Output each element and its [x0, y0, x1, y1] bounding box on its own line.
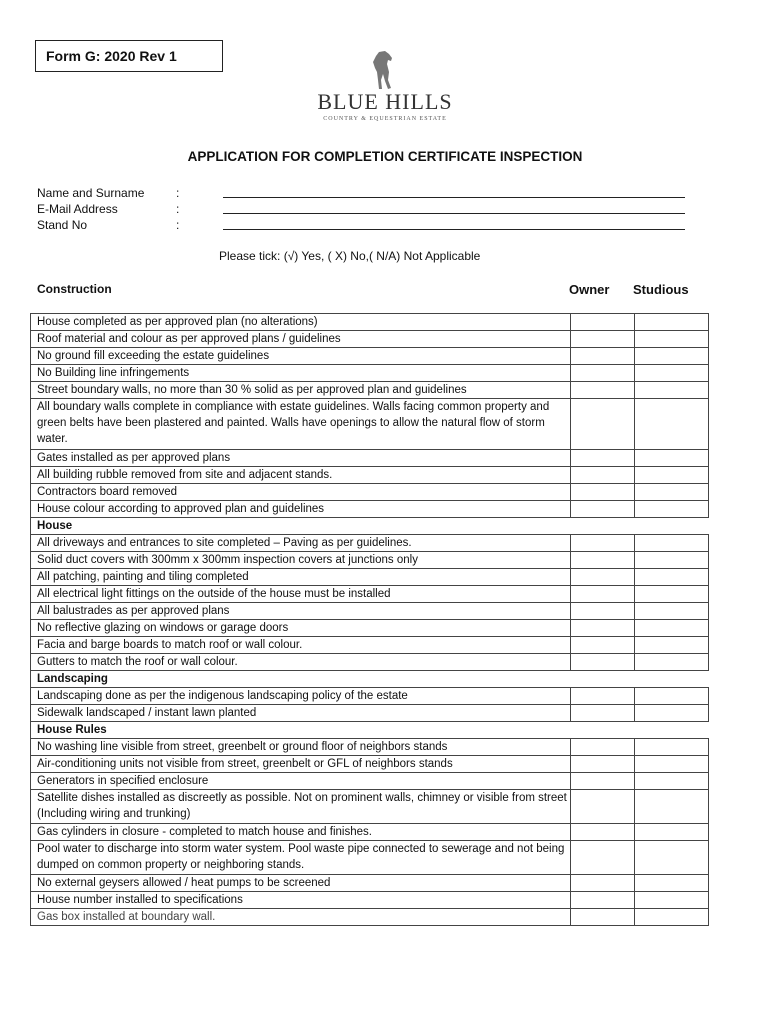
- studious-checkbox[interactable]: [635, 365, 709, 382]
- table-row: [31, 314, 709, 331]
- owner-checkbox[interactable]: [571, 892, 635, 909]
- checklist-item: Sidewalk landscaped / instant lawn planted: [31, 705, 571, 722]
- logo-brand: BLUE HILLS: [317, 89, 453, 114]
- checklist-item: No washing line visible from street, greenbelt or ground floor of neighbors stands: [31, 739, 571, 756]
- studious-checkbox[interactable]: [635, 841, 709, 875]
- table-row: [31, 773, 709, 790]
- checklist-item: All patching, painting and tiling completed: [31, 569, 571, 586]
- checklist-item: All building rubble removed from site and adjacent stands.: [31, 467, 571, 484]
- checklist-item: Contractors board removed: [31, 484, 571, 501]
- studious-heading: Studious: [633, 282, 689, 297]
- checklist-item: All boundary walls complete in compliance with estate guidelines. Walls facing common property and green belts have been plastered and painted. Walls have openings to allow the natural flow of storm water.: [31, 399, 571, 450]
- checklist-item: No Building line infringements: [31, 365, 571, 382]
- table-row: [31, 331, 709, 348]
- checklist-item: No reflective glazing on windows or garage doors: [31, 620, 571, 637]
- table-row: [31, 892, 709, 909]
- table-row: [31, 875, 709, 892]
- studious-checkbox[interactable]: [635, 467, 709, 484]
- logo-subtitle: COUNTRY & EQUESTRIAN ESTATE: [323, 116, 447, 122]
- table-row: [31, 586, 709, 603]
- checklist-item: Gas box installed at boundary wall.: [31, 909, 571, 926]
- studious-checkbox[interactable]: [635, 790, 709, 824]
- owner-checkbox[interactable]: [571, 365, 635, 382]
- studious-checkbox[interactable]: [635, 739, 709, 756]
- checklist-item: No ground fill exceeding the estate guidelines: [31, 348, 571, 365]
- studious-checkbox[interactable]: [635, 773, 709, 790]
- checklist-item: Satellite dishes installed as discreetly as possible. Not on prominent walls, chimney or visible from street (Including wiring and trunking): [31, 790, 571, 824]
- applicant-fields: [37, 185, 687, 233]
- owner-checkbox[interactable]: [571, 705, 635, 722]
- table-row: [31, 382, 709, 399]
- stand-input-line[interactable]: [223, 229, 685, 230]
- checklist-table: [30, 313, 709, 926]
- studious-checkbox[interactable]: [635, 569, 709, 586]
- estate-logo: [300, 50, 470, 126]
- owner-checkbox[interactable]: [571, 773, 635, 790]
- table-row: [31, 654, 709, 671]
- email-field[interactable]: [37, 201, 687, 217]
- owner-checkbox[interactable]: [571, 841, 635, 875]
- table-row: [31, 552, 709, 569]
- field-label: E-Mail Address: [37, 202, 118, 216]
- checklist-item: Solid duct covers with 300mm x 300mm inspection covers at junctions only: [31, 552, 571, 569]
- studious-checkbox[interactable]: [635, 688, 709, 705]
- owner-checkbox[interactable]: [571, 688, 635, 705]
- owner-checkbox[interactable]: [571, 637, 635, 654]
- tick-instruction: Please tick: (√) Yes, ( X) No,( N/A) Not Applicable: [219, 249, 481, 263]
- section-title: House: [31, 518, 709, 535]
- page-title: APPLICATION FOR COMPLETION CERTIFICATE INSPECTION: [187, 149, 583, 164]
- studious-checkbox[interactable]: [635, 331, 709, 348]
- studious-checkbox[interactable]: [635, 875, 709, 892]
- table-row: [31, 688, 709, 705]
- field-label: Stand No: [37, 218, 88, 232]
- checklist-item: House completed as per approved plan (no alterations): [31, 314, 571, 331]
- owner-checkbox[interactable]: [571, 484, 635, 501]
- owner-checkbox[interactable]: [571, 382, 635, 399]
- name-input-line[interactable]: [223, 197, 685, 198]
- studious-checkbox[interactable]: [635, 314, 709, 331]
- table-row: [31, 467, 709, 484]
- studious-checkbox[interactable]: [635, 603, 709, 620]
- table-row: [31, 756, 709, 773]
- table-row: [31, 603, 709, 620]
- owner-checkbox[interactable]: [571, 569, 635, 586]
- checklist-item: Generators in specified enclosure: [31, 773, 571, 790]
- studious-checkbox[interactable]: [635, 654, 709, 671]
- studious-checkbox[interactable]: [635, 382, 709, 399]
- studious-checkbox[interactable]: [635, 450, 709, 467]
- field-colon: :: [176, 186, 180, 200]
- studious-checkbox[interactable]: [635, 501, 709, 518]
- section-row: [31, 518, 709, 535]
- owner-checkbox[interactable]: [571, 824, 635, 841]
- checklist-item: All electrical light fittings on the outside of the house must be installed: [31, 586, 571, 603]
- field-label: Name and Surname: [37, 186, 145, 200]
- table-row: [31, 824, 709, 841]
- section-title: Landscaping: [31, 671, 709, 688]
- studious-checkbox[interactable]: [635, 399, 709, 450]
- checklist-item: House number installed to specifications: [31, 892, 571, 909]
- owner-checkbox[interactable]: [571, 331, 635, 348]
- table-row: [31, 535, 709, 552]
- studious-checkbox[interactable]: [635, 484, 709, 501]
- owner-checkbox[interactable]: [571, 348, 635, 365]
- checklist-item: Pool water to discharge into storm water system. Pool waste pipe connected to sewerage and not being dumped on common property or neighboring stands.: [31, 841, 571, 875]
- owner-checkbox[interactable]: [571, 535, 635, 552]
- studious-checkbox[interactable]: [635, 824, 709, 841]
- owner-checkbox[interactable]: [571, 756, 635, 773]
- checklist-item: Landscaping done as per the indigenous landscaping policy of the estate: [31, 688, 571, 705]
- studious-checkbox[interactable]: [635, 535, 709, 552]
- checklist-item: Roof material and colour as per approved plans / guidelines: [31, 331, 571, 348]
- checklist-item: House colour according to approved plan and guidelines: [31, 501, 571, 518]
- studious-checkbox[interactable]: [635, 705, 709, 722]
- checklist-item: All balustrades as per approved plans: [31, 603, 571, 620]
- horse-icon: [365, 50, 405, 92]
- studious-checkbox[interactable]: [635, 586, 709, 603]
- owner-checkbox[interactable]: [571, 501, 635, 518]
- field-colon: :: [176, 218, 180, 232]
- section-row: [31, 671, 709, 688]
- checklist-item: No external geysers allowed / heat pumps to be screened: [31, 875, 571, 892]
- owner-checkbox[interactable]: [571, 620, 635, 637]
- owner-checkbox[interactable]: [571, 399, 635, 450]
- construction-heading: Construction: [37, 282, 112, 296]
- owner-checkbox[interactable]: [571, 654, 635, 671]
- table-row: [31, 909, 709, 926]
- owner-checkbox[interactable]: [571, 450, 635, 467]
- studious-checkbox[interactable]: [635, 637, 709, 654]
- checklist-item: Facia and barge boards to match roof or wall colour.: [31, 637, 571, 654]
- table-row: [31, 484, 709, 501]
- table-row: [31, 399, 709, 450]
- table-row: [31, 841, 709, 875]
- owner-checkbox[interactable]: [571, 314, 635, 331]
- studious-checkbox[interactable]: [635, 620, 709, 637]
- studious-checkbox[interactable]: [635, 348, 709, 365]
- owner-checkbox[interactable]: [571, 790, 635, 824]
- table-row: [31, 620, 709, 637]
- owner-checkbox[interactable]: [571, 467, 635, 484]
- table-row: [31, 348, 709, 365]
- checklist-item: Gas cylinders in closure - completed to match house and finishes.: [31, 824, 571, 841]
- studious-checkbox[interactable]: [635, 909, 709, 926]
- owner-checkbox[interactable]: [571, 586, 635, 603]
- table-row: [31, 569, 709, 586]
- table-row: [31, 501, 709, 518]
- email-input-line[interactable]: [223, 213, 685, 214]
- stand-field[interactable]: [37, 217, 687, 233]
- table-row: [31, 450, 709, 467]
- checklist-item: All driveways and entrances to site completed – Paving as per guidelines.: [31, 535, 571, 552]
- table-row: [31, 365, 709, 382]
- studious-checkbox[interactable]: [635, 756, 709, 773]
- owner-checkbox[interactable]: [571, 603, 635, 620]
- owner-heading: Owner: [569, 282, 610, 297]
- owner-checkbox[interactable]: [571, 909, 635, 926]
- checklist-item: Street boundary walls, no more than 30 % solid as per approved plan and guidelines: [31, 382, 571, 399]
- studious-checkbox[interactable]: [635, 552, 709, 569]
- checklist-item: Gates installed as per approved plans: [31, 450, 571, 467]
- owner-checkbox[interactable]: [571, 552, 635, 569]
- form-id-box: Form G: 2020 Rev 1: [35, 40, 223, 72]
- section-title: House Rules: [31, 722, 709, 739]
- name-field[interactable]: [37, 185, 687, 201]
- checklist-item: Air-conditioning units not visible from street, greenbelt or GFL of neighbors stands: [31, 756, 571, 773]
- table-row: [31, 739, 709, 756]
- owner-checkbox[interactable]: [571, 739, 635, 756]
- owner-checkbox[interactable]: [571, 875, 635, 892]
- table-row: [31, 705, 709, 722]
- table-row: [31, 790, 709, 824]
- table-row: [31, 637, 709, 654]
- studious-checkbox[interactable]: [635, 892, 709, 909]
- checklist-item: Gutters to match the roof or wall colour.: [31, 654, 571, 671]
- section-row: [31, 722, 709, 739]
- field-colon: :: [176, 202, 180, 216]
